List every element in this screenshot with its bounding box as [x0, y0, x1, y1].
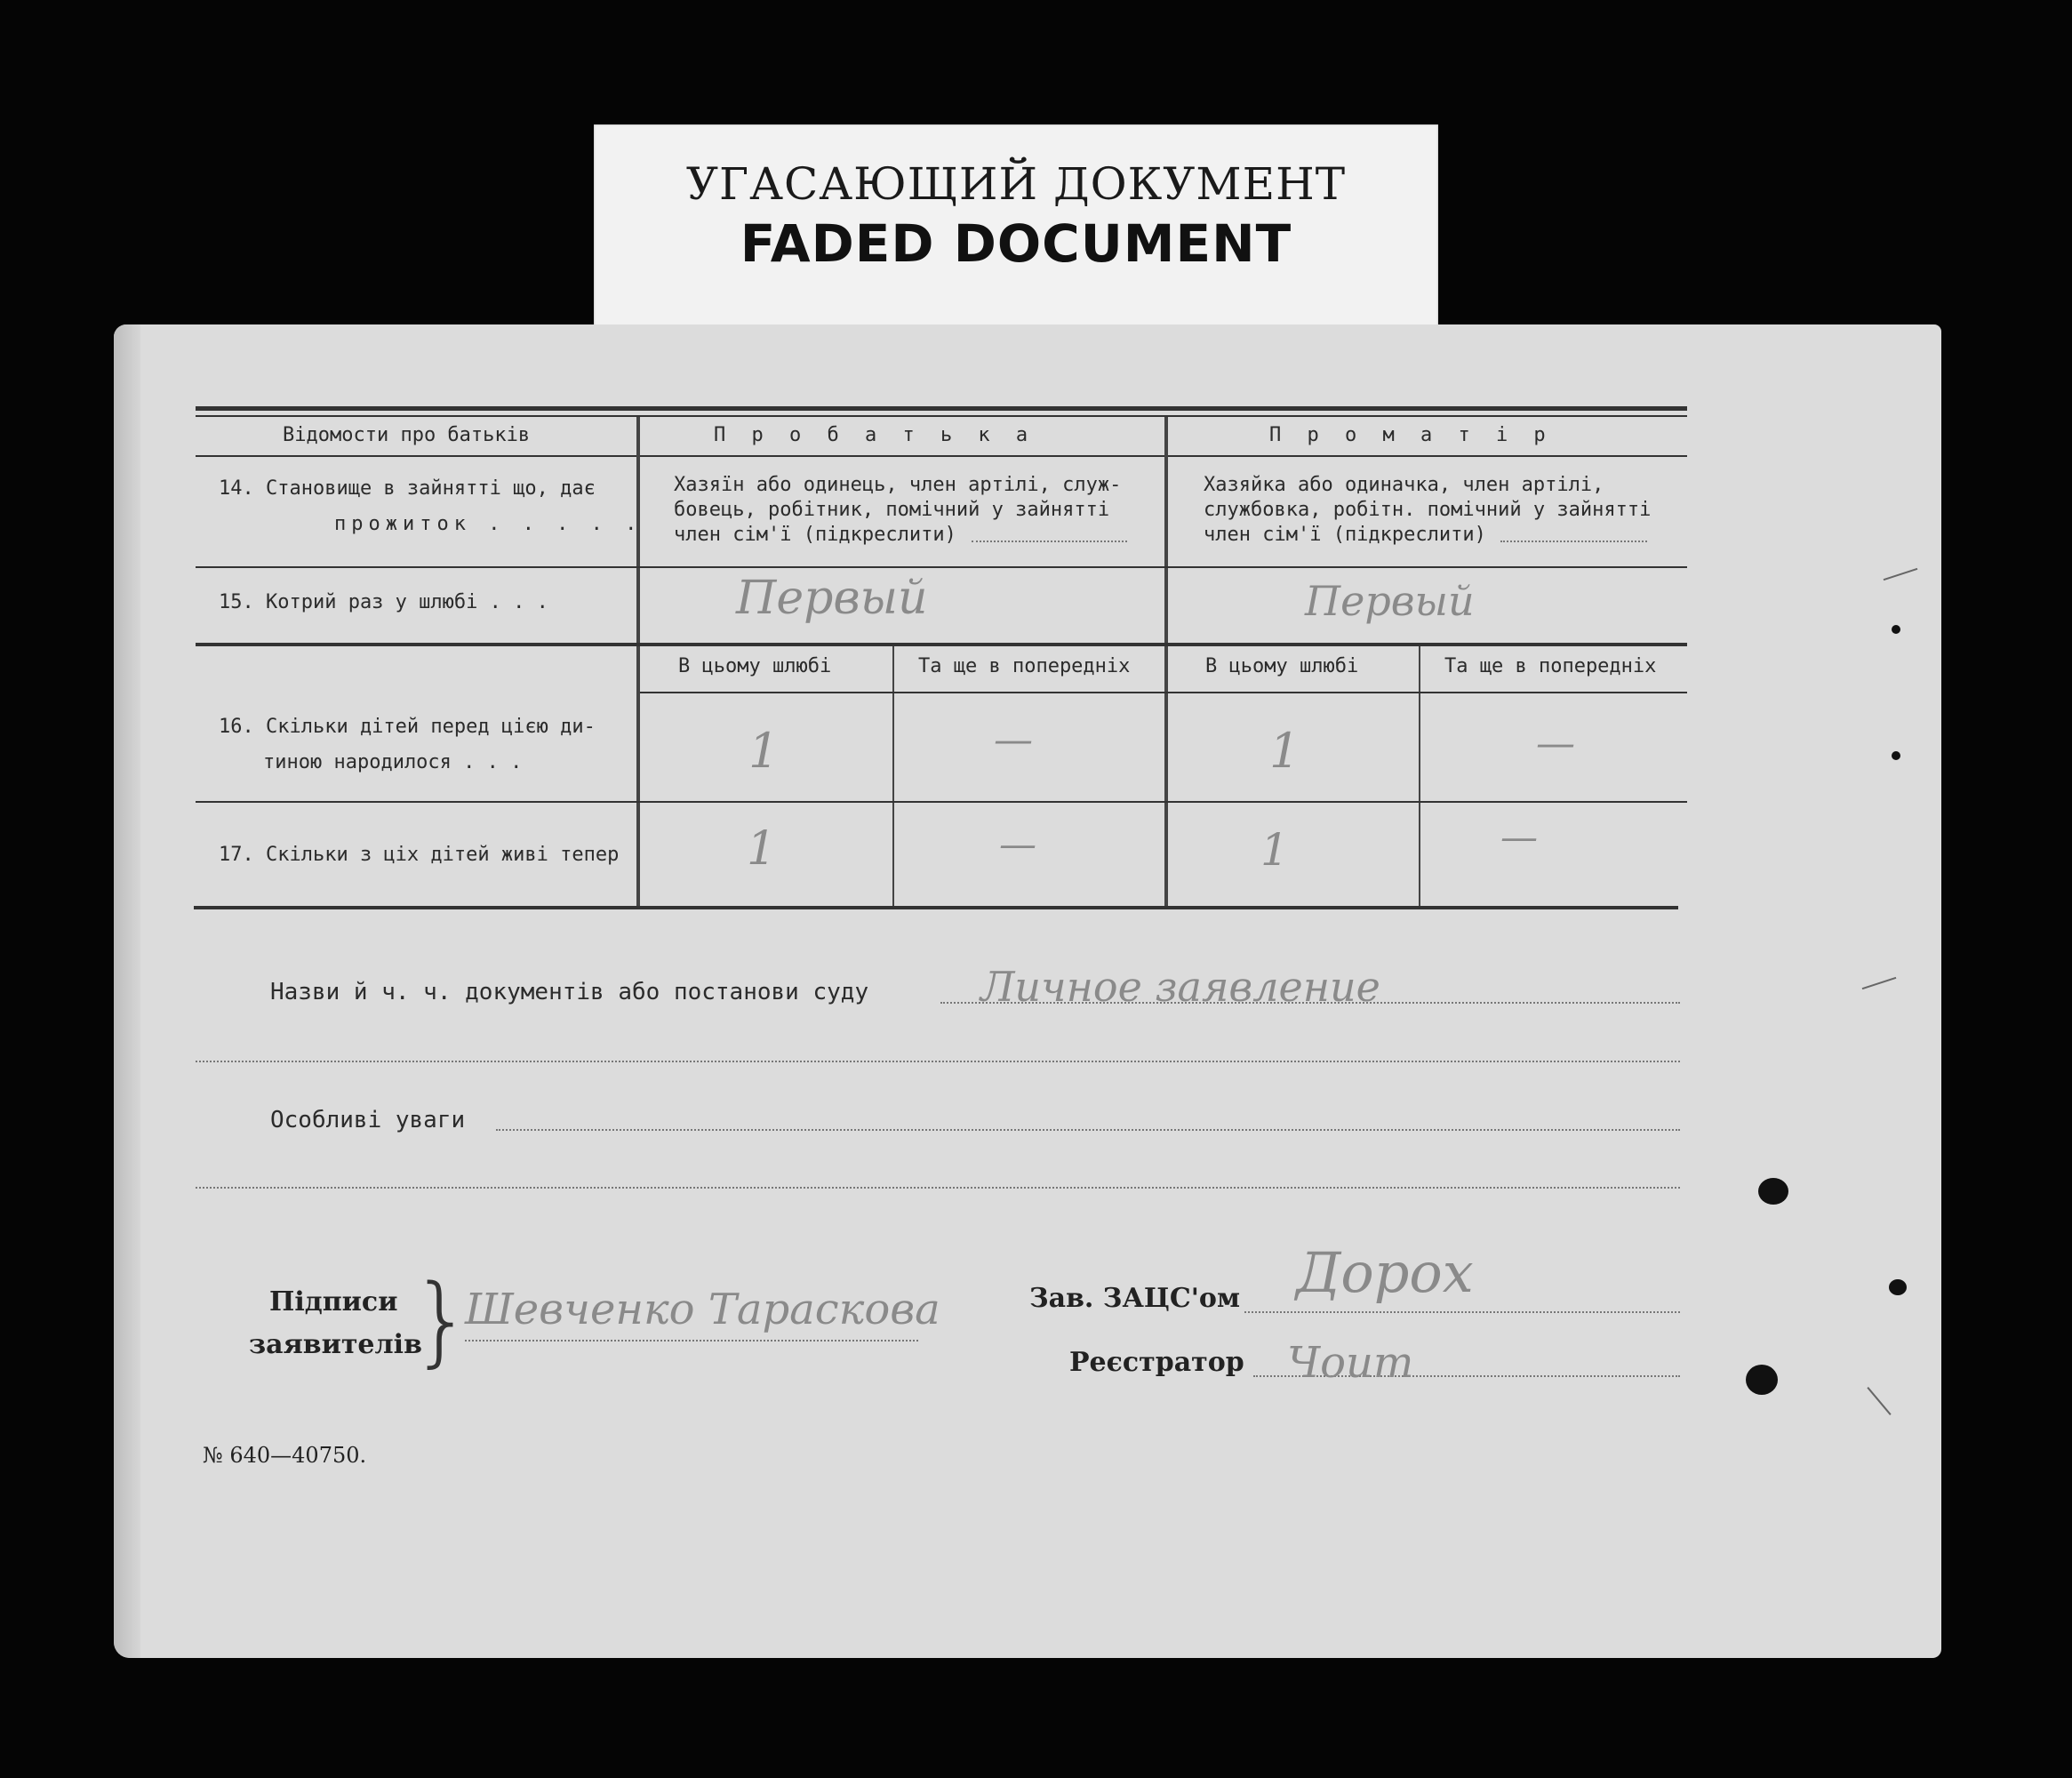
sub-mother-prev: Та ще в попередніх	[1444, 655, 1657, 677]
col-divider	[1419, 646, 1420, 908]
rule	[196, 801, 1687, 803]
row17-father-prev: —	[999, 822, 1036, 866]
documents-value: Личное заявление	[980, 963, 1380, 1011]
header-parents-info: Відомости про батьків	[283, 424, 531, 446]
rule-thick	[196, 643, 1687, 646]
head-label: Зав. ЗАЦС'ом	[1029, 1283, 1240, 1314]
fold-mark	[1884, 568, 1918, 581]
row14-father-3: член сім'ї (підкреслити)	[674, 524, 956, 546]
row15-mother-value: Первый	[1305, 577, 1475, 625]
col-divider	[892, 646, 894, 908]
row14-mother-3: член сім'ї (підкреслити)	[1204, 524, 1486, 546]
row16-label-2: тиною народилося . . .	[263, 751, 523, 773]
signatures-label-1: Підписи	[269, 1286, 398, 1317]
row17-mother-prev: —	[1500, 815, 1538, 859]
row14-father-1: Хазяїн або одинець, член артілі, служ-	[674, 474, 1122, 496]
row14-father-dots	[972, 541, 1127, 542]
applicants-signature: Шевченко Тараскова	[465, 1285, 940, 1334]
row16-father-prev: —	[994, 717, 1033, 763]
notes-label: Особливі уваги	[270, 1107, 466, 1133]
row15-label: 15. Котрий раз у шлюбі . . .	[219, 591, 548, 613]
row16-mother-this: 1	[1269, 723, 1300, 779]
registrar-label: Реєстратор	[1069, 1347, 1244, 1378]
col-divider	[1164, 417, 1168, 648]
punch-hole	[1892, 625, 1900, 634]
row14-mother-dots	[1500, 541, 1647, 542]
label-english: FADED DOCUMENT	[740, 213, 1292, 274]
header-about-father: П р о б а т ь к а	[714, 424, 1036, 446]
registration-form	[114, 324, 1941, 1658]
head-dots	[1244, 1311, 1680, 1313]
sub-mother-this: В цьому шлюбі	[1205, 655, 1359, 677]
applicants-dots	[465, 1340, 918, 1342]
signatures-label-2: заявителів	[249, 1329, 422, 1360]
row16-father-this: 1	[748, 723, 780, 779]
row17-label: 17. Скільки з ціх дітей живі тепер	[219, 844, 620, 866]
punch-hole	[1758, 1178, 1788, 1205]
faded-document-label	[594, 124, 1438, 338]
label-russian: УГАСАЮЩИЙ ДОКУМЕНТ	[685, 158, 1347, 210]
documents-dots-2	[196, 1061, 1680, 1062]
row14-mother-2: службовка, робітн. помічний у зайнятті	[1204, 499, 1652, 521]
fold-mark	[1867, 1387, 1891, 1415]
head-signature: Дорох	[1296, 1240, 1474, 1305]
rule	[640, 692, 1687, 693]
row15-father-value: Первый	[736, 572, 928, 625]
top-rule	[196, 406, 1687, 411]
col-divider	[636, 646, 640, 908]
row14-label-2: прожиток . . . . .	[334, 513, 643, 535]
punch-hole	[1746, 1365, 1778, 1395]
documents-label: Назви й ч. ч. документів або постанови суду	[270, 979, 869, 1005]
row17-mother-this: 1	[1260, 824, 1289, 876]
notes-dots	[496, 1129, 1680, 1131]
row17-father-this: 1	[747, 822, 777, 876]
row16-mother-prev: —	[1536, 721, 1575, 766]
row14-father-2: бовець, робітник, помічний у зайнятті	[674, 499, 1110, 521]
sub-father-prev: Та ще в попередніх	[918, 655, 1131, 677]
sub-father-this: В цьому шлюбі	[678, 655, 832, 677]
signatures-brace: }	[411, 1263, 473, 1377]
punch-hole	[1892, 751, 1900, 760]
col-divider	[1164, 646, 1168, 908]
row14-mother-1: Хазяйка або одиначка, член артілі,	[1204, 474, 1604, 496]
row16-label-1: 16. Скільки дітей перед цією ди-	[219, 716, 596, 738]
punch-hole	[1889, 1279, 1907, 1295]
row14-label-1: 14. Становище в зайнятті що, дає	[219, 477, 596, 500]
form-number: № 640—40750.	[203, 1443, 367, 1468]
rule	[196, 566, 1687, 568]
top-rule-thin	[196, 415, 1687, 417]
fold-mark	[1862, 977, 1897, 989]
registrar-signature: Чоит	[1287, 1338, 1414, 1388]
rule-thick	[194, 906, 1678, 909]
header-about-mother: П р о м а т і р	[1269, 424, 1553, 446]
rule	[196, 455, 1687, 457]
notes-dots-2	[196, 1187, 1680, 1189]
